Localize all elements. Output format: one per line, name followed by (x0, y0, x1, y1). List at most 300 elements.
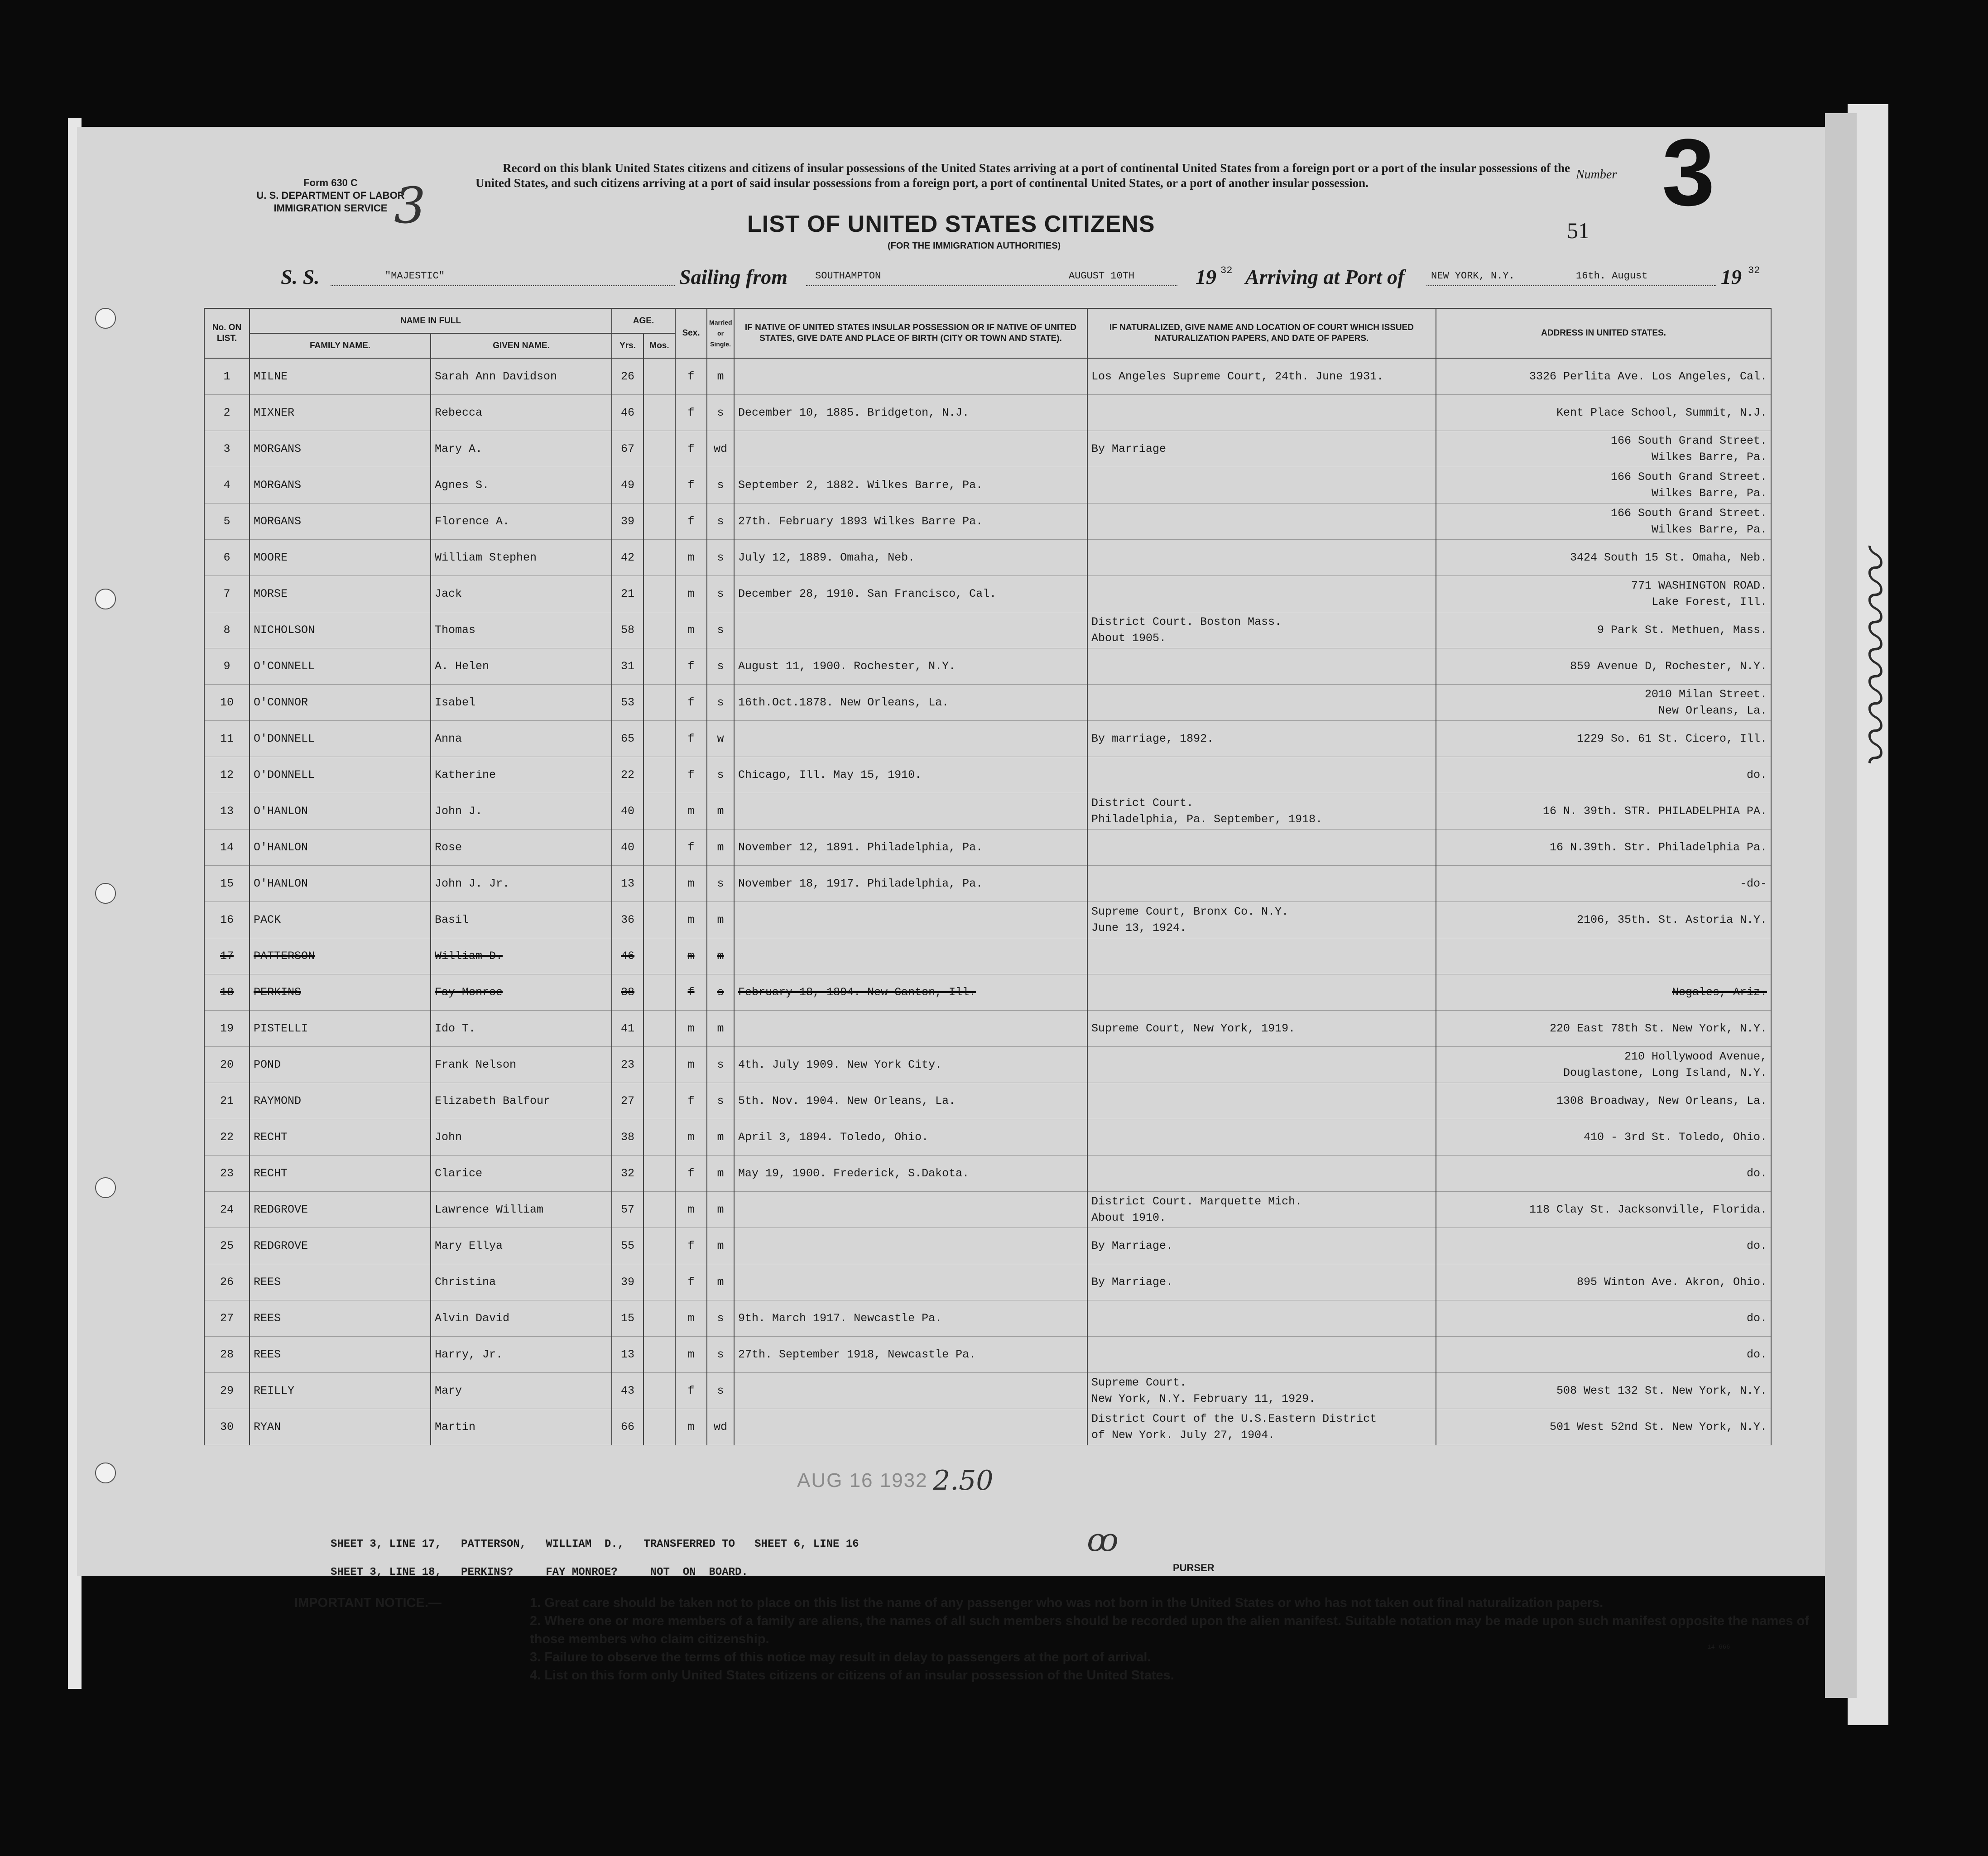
voyage-line (281, 265, 1843, 292)
family-name: REDGROVE (250, 1192, 431, 1228)
address: do. (1436, 757, 1771, 793)
family-name: REILLY (250, 1373, 431, 1409)
footer-notes (331, 1530, 859, 1587)
marital-status: s (707, 1083, 734, 1119)
header-yrs: Yrs. (612, 333, 643, 358)
handwritten-mark: 3 (394, 177, 426, 235)
row-number: 5 (204, 504, 250, 540)
table-row (204, 902, 1771, 938)
age-months (643, 1192, 675, 1228)
row-number: 19 (204, 1011, 250, 1047)
family-name: MORGANS (250, 431, 431, 467)
arriving-rule (1426, 285, 1716, 286)
age-months (643, 1083, 675, 1119)
sex: m (675, 938, 707, 974)
age-years: 39 (612, 504, 643, 540)
naturalization-info (1087, 576, 1436, 612)
sex: m (675, 1119, 707, 1156)
sex: f (675, 1264, 707, 1300)
address: 220 East 78th St. New York, N.Y. (1436, 1011, 1771, 1047)
marital-status: m (707, 938, 734, 974)
table-row (204, 576, 1771, 612)
naturalization-info (1087, 504, 1436, 540)
row-number: 26 (204, 1264, 250, 1300)
header-sex: Sex. (675, 308, 707, 358)
sex: m (675, 576, 707, 612)
given-name: Jack (431, 576, 612, 612)
naturalization-info (1087, 974, 1436, 1011)
row-number: 23 (204, 1156, 250, 1192)
address: 3326 Perlita Ave. Los Angeles, Cal. (1436, 358, 1771, 395)
family-name: RECHT (250, 1156, 431, 1192)
sex: f (675, 1156, 707, 1192)
arriving-label: Arriving at Port of (1245, 265, 1405, 288)
family-name: NICHOLSON (250, 612, 431, 648)
naturalization-info (1087, 757, 1436, 793)
marital-status: m (707, 1264, 734, 1300)
table-row (204, 1011, 1771, 1047)
marital-status: s (707, 395, 734, 431)
given-name: John J. Jr. (431, 866, 612, 902)
address: do. (1436, 1228, 1771, 1264)
age-years: 58 (612, 612, 643, 648)
given-name: William D. (431, 938, 612, 974)
given-name: Rebecca (431, 395, 612, 431)
notice-item: 2. Where one or more members of a family are aliens, the names of all such members should be recorded upon the alien manifest. Suitable notation may be made upon such manifest opposite the names of those members who claim citizenship. (530, 1614, 1809, 1646)
marital-status: s (707, 612, 734, 648)
address (1436, 938, 1771, 974)
header-family: FAMILY NAME. (250, 333, 431, 358)
table-row (204, 431, 1771, 467)
family-name: RECHT (250, 1119, 431, 1156)
address: 3424 South 15 St. Omaha, Neb. (1436, 540, 1771, 576)
marital-status: s (707, 866, 734, 902)
birth-info (734, 612, 1087, 648)
row-number: 6 (204, 540, 250, 576)
age-months (643, 1047, 675, 1083)
address: 1308 Broadway, New Orleans, La. (1436, 1083, 1771, 1119)
ship-rule (331, 285, 675, 286)
age-years: 38 (612, 974, 643, 1011)
marital-status: s (707, 504, 734, 540)
header-row-top (204, 308, 1771, 333)
sex: f (675, 648, 707, 685)
age-months (643, 938, 675, 974)
family-name: MORGANS (250, 467, 431, 504)
punch-hole (95, 883, 116, 904)
address: 166 South Grand Street. Wilkes Barre, Pa. (1436, 431, 1771, 467)
table-row (204, 540, 1771, 576)
family-name: RYAN (250, 1409, 431, 1445)
birth-info (734, 1264, 1087, 1300)
table-row (204, 504, 1771, 540)
row-number: 3 (204, 431, 250, 467)
row-number: 14 (204, 830, 250, 866)
age-years: 42 (612, 540, 643, 576)
age-months (643, 431, 675, 467)
age-months (643, 504, 675, 540)
age-months (643, 793, 675, 830)
row-number: 30 (204, 1409, 250, 1445)
address: 895 Winton Ave. Akron, Ohio. (1436, 1264, 1771, 1300)
footer-note-2: SHEET 3, LINE 18, PERKINS? FAY MONROE? NOT ON BOARD. (331, 1566, 748, 1578)
naturalization-info: Supreme Court. New York, N.Y. February 11, 1929. (1087, 1373, 1436, 1409)
given-name: Mary A. (431, 431, 612, 467)
naturalization-info (1087, 938, 1436, 974)
sex: f (675, 1373, 707, 1409)
row-number: 4 (204, 467, 250, 504)
table-row (204, 648, 1771, 685)
birth-info (734, 721, 1087, 757)
given-name: Frank Nelson (431, 1047, 612, 1083)
birth-info: November 12, 1891. Philadelphia, Pa. (734, 830, 1087, 866)
age-months (643, 1409, 675, 1445)
age-years: 23 (612, 1047, 643, 1083)
marital-status: m (707, 902, 734, 938)
age-months (643, 576, 675, 612)
row-number: 27 (204, 1300, 250, 1337)
age-months (643, 1011, 675, 1047)
age-months (643, 757, 675, 793)
address: 508 West 132 St. New York, N.Y. (1436, 1373, 1771, 1409)
sex: m (675, 1337, 707, 1373)
birth-info: 16th.Oct.1878. New Orleans, La. (734, 685, 1087, 721)
age-years: 26 (612, 358, 643, 395)
marital-status: m (707, 830, 734, 866)
naturalization-info: District Court. Boston Mass. About 1905. (1087, 612, 1436, 648)
age-months (643, 1264, 675, 1300)
ss-label: S. S. (281, 265, 320, 288)
page-edge-middle (1825, 113, 1857, 1698)
age-years: 22 (612, 757, 643, 793)
marital-status: s (707, 685, 734, 721)
birth-info (734, 1409, 1087, 1445)
naturalization-info (1087, 1300, 1436, 1337)
marital-status: m (707, 1119, 734, 1156)
given-name: Christina (431, 1264, 612, 1300)
naturalization-info (1087, 467, 1436, 504)
given-name: John (431, 1119, 612, 1156)
row-number: 2 (204, 395, 250, 431)
address: 501 West 52nd St. New York, N.Y. (1436, 1409, 1771, 1445)
age-years: 67 (612, 431, 643, 467)
family-name: MOORE (250, 540, 431, 576)
age-years: 57 (612, 1192, 643, 1228)
age-years: 41 (612, 1011, 643, 1047)
notice-item: 4. List on this form only United States citizens or citizens of an insular possession of the United States. (530, 1668, 1174, 1683)
address: 118 Clay St. Jacksonville, Florida. (1436, 1192, 1771, 1228)
age-years: 49 (612, 467, 643, 504)
birth-info (734, 938, 1087, 974)
purser-signature: ꝏ (1087, 1521, 1119, 1559)
marital-status: s (707, 974, 734, 1011)
punch-hole (95, 1463, 116, 1483)
birth-info (734, 1011, 1087, 1047)
table-row (204, 612, 1771, 648)
manifest-page (77, 119, 1825, 1683)
header-naturalized: IF NATURALIZED, GIVE NAME AND LOCATION OF COURT WHICH ISSUED NATURALIZATION PAPERS, AND DATE OF PAPERS. (1087, 308, 1436, 358)
sex: f (675, 431, 707, 467)
marital-status: wd (707, 431, 734, 467)
sex: f (675, 830, 707, 866)
address: 16 N. 39th. STR. PHILADELPHIA PA. (1436, 793, 1771, 830)
age-years: 15 (612, 1300, 643, 1337)
given-name: Elizabeth Balfour (431, 1083, 612, 1119)
given-name: Mary (431, 1373, 612, 1409)
given-name: Anna (431, 721, 612, 757)
birth-info: 9th. March 1917. Newcastle Pa. (734, 1300, 1087, 1337)
table-row (204, 830, 1771, 866)
address: 410 - 3rd St. Toledo, Ohio. (1436, 1119, 1771, 1156)
naturalization-info (1087, 395, 1436, 431)
age-years: 40 (612, 830, 643, 866)
page-subtitle: (FOR THE IMMIGRATION AUTHORITIES) (888, 241, 1061, 251)
table-row (204, 721, 1771, 757)
marital-status: s (707, 1373, 734, 1409)
age-years: 36 (612, 902, 643, 938)
age-years: 46 (612, 395, 643, 431)
family-name: REES (250, 1337, 431, 1373)
age-months (643, 358, 675, 395)
table-row (204, 358, 1771, 395)
age-months (643, 395, 675, 431)
sex: f (675, 721, 707, 757)
table-row (204, 1119, 1771, 1156)
row-number: 12 (204, 757, 250, 793)
table-row (204, 1228, 1771, 1264)
birth-info: April 3, 1894. Toledo, Ohio. (734, 1119, 1087, 1156)
age-months (643, 866, 675, 902)
marital-status: s (707, 540, 734, 576)
family-name: MIXNER (250, 395, 431, 431)
age-years: 13 (612, 866, 643, 902)
service-name: IMMIGRATION SERVICE (274, 202, 388, 214)
address: Nogales, Ariz. (1436, 974, 1771, 1011)
address: 16 N.39th. Str. Philadelphia Pa. (1436, 830, 1771, 866)
age-years: 43 (612, 1373, 643, 1409)
marital-status: s (707, 1300, 734, 1337)
sex: m (675, 540, 707, 576)
row-number: 22 (204, 1119, 250, 1156)
marital-status: s (707, 1047, 734, 1083)
notice-list (530, 1594, 1843, 1684)
given-name: Florence A. (431, 504, 612, 540)
given-name: Lawrence William (431, 1192, 612, 1228)
sex: m (675, 793, 707, 830)
header-name: NAME IN FULL (250, 308, 612, 333)
naturalization-info (1087, 1119, 1436, 1156)
sailing-label: Sailing from (679, 265, 788, 288)
header-address: ADDRESS IN UNITED STATES. (1436, 308, 1771, 358)
notice-item: 3. Failure to observe the terms of this notice may result in delay to passengers at the port of arrival. (530, 1650, 1151, 1664)
given-name: Basil (431, 902, 612, 938)
footer-note-1: SHEET 3, LINE 17, PATTERSON, WILLIAM D., TRANSFERRED TO SHEET 6, LINE 16 (331, 1538, 859, 1550)
marital-status: s (707, 1337, 734, 1373)
given-name: Clarice (431, 1156, 612, 1192)
given-name: Katherine (431, 757, 612, 793)
naturalization-info: District Court. Marquette Mich. About 1910. (1087, 1192, 1436, 1228)
table-row (204, 1373, 1771, 1409)
address: -do- (1436, 866, 1771, 902)
marital-status: m (707, 358, 734, 395)
table-row (204, 866, 1771, 902)
family-name: O'HANLON (250, 830, 431, 866)
birth-info (734, 793, 1087, 830)
header-married: Married or Single. (707, 308, 734, 358)
department-name: U. S. DEPARTMENT OF LABOR (256, 190, 405, 201)
birth-info: Chicago, Ill. May 15, 1910. (734, 757, 1087, 793)
birth-info: December 10, 1885. Bridgeton, N.J. (734, 395, 1087, 431)
sex: f (675, 757, 707, 793)
family-name: MILNE (250, 358, 431, 395)
age-months (643, 1228, 675, 1264)
age-years: 66 (612, 1409, 643, 1445)
sex: m (675, 612, 707, 648)
marital-status: s (707, 467, 734, 504)
age-years: 21 (612, 576, 643, 612)
number-label: Number (1576, 168, 1617, 182)
marital-status: m (707, 793, 734, 830)
sailing-year-prefix: 19 (1196, 265, 1216, 288)
age-months (643, 1373, 675, 1409)
table-row (204, 757, 1771, 793)
manifest-body (204, 358, 1771, 1445)
birth-info: 4th. July 1909. New York City. (734, 1047, 1087, 1083)
birth-info: September 2, 1882. Wilkes Barre, Pa. (734, 467, 1087, 504)
address: 166 South Grand Street. Wilkes Barre, Pa. (1436, 504, 1771, 540)
table-row (204, 1300, 1771, 1337)
citizen-manifest-table (204, 308, 1772, 1445)
age-months (643, 1156, 675, 1192)
sex: m (675, 866, 707, 902)
given-name: Martin (431, 1409, 612, 1445)
row-number: 11 (204, 721, 250, 757)
table-row (204, 395, 1771, 431)
family-name: REDGROVE (250, 1228, 431, 1264)
given-name: Mary Ellya (431, 1228, 612, 1264)
marital-status: s (707, 757, 734, 793)
age-months (643, 974, 675, 1011)
naturalization-info: By Marriage. (1087, 1228, 1436, 1264)
row-number: 13 (204, 793, 250, 830)
family-name: POND (250, 1047, 431, 1083)
page-title: LIST OF UNITED STATES CITIZENS (747, 211, 1155, 237)
birth-info: May 19, 1900. Frederick, S.Dakota. (734, 1156, 1087, 1192)
birth-info (734, 1373, 1087, 1409)
table-row (204, 974, 1771, 1011)
naturalization-info (1087, 1156, 1436, 1192)
sheet-number: 3 (1662, 119, 1715, 225)
given-name: Fay Monroe (431, 974, 612, 1011)
given-name: Harry, Jr. (431, 1337, 612, 1373)
given-name: John J. (431, 793, 612, 830)
family-name: O'DONNELL (250, 721, 431, 757)
birth-info (734, 1192, 1087, 1228)
sex: m (675, 1192, 707, 1228)
naturalization-info (1087, 866, 1436, 902)
row-number: 28 (204, 1337, 250, 1373)
punch-hole (95, 1177, 116, 1198)
row-number: 21 (204, 1083, 250, 1119)
age-months (643, 648, 675, 685)
age-months (643, 830, 675, 866)
table-row (204, 1047, 1771, 1083)
naturalization-info: By Marriage. (1087, 1264, 1436, 1300)
birth-info: November 18, 1917. Philadelphia, Pa. (734, 866, 1087, 902)
row-number: 20 (204, 1047, 250, 1083)
margin-handwriting: 〰︎〰︎〰︎〰︎ (1846, 552, 1909, 770)
age-months (643, 540, 675, 576)
marital-status: wd (707, 1409, 734, 1445)
sex: f (675, 504, 707, 540)
given-name: Thomas (431, 612, 612, 648)
family-name: O'CONNELL (250, 648, 431, 685)
marital-status: m (707, 1228, 734, 1264)
sex: f (675, 974, 707, 1011)
birth-info: December 28, 1910. San Francisco, Cal. (734, 576, 1087, 612)
family-name: O'HANLON (250, 793, 431, 830)
age-years: 39 (612, 1264, 643, 1300)
family-name: O'DONNELL (250, 757, 431, 793)
sailing-port: SOUTHAMPTON (815, 270, 881, 282)
marital-status: m (707, 1192, 734, 1228)
table-row (204, 1192, 1771, 1228)
age-years: 55 (612, 1228, 643, 1264)
table-row (204, 685, 1771, 721)
ship-name: "MAJESTIC" (385, 270, 445, 282)
naturalization-info: By marriage, 1892. (1087, 721, 1436, 757)
address: 210 Hollywood Avenue, Douglastone, Long Island, N.Y. (1436, 1047, 1771, 1083)
row-number: 18 (204, 974, 250, 1011)
row-number: 25 (204, 1228, 250, 1264)
birth-info: 27th. February 1893 Wilkes Barre Pa. (734, 504, 1087, 540)
form-code: 14—666 (1707, 1644, 1730, 1651)
row-number: 8 (204, 612, 250, 648)
age-months (643, 685, 675, 721)
naturalization-info (1087, 830, 1436, 866)
naturalization-info: Los Angeles Supreme Court, 24th. June 1931. (1087, 358, 1436, 395)
table-row (204, 938, 1771, 974)
row-number: 1 (204, 358, 250, 395)
address: 1229 So. 61 St. Cicero, Ill. (1436, 721, 1771, 757)
table-row (204, 1264, 1771, 1300)
table-row (204, 467, 1771, 504)
naturalization-info (1087, 1337, 1436, 1373)
address: do. (1436, 1156, 1771, 1192)
address: 9 Park St. Methuen, Mass. (1436, 612, 1771, 648)
row-number: 24 (204, 1192, 250, 1228)
row-number: 7 (204, 576, 250, 612)
age-years: 32 (612, 1156, 643, 1192)
sailing-date: AUGUST 10TH (1069, 270, 1135, 282)
marital-status: m (707, 1156, 734, 1192)
age-months (643, 467, 675, 504)
punch-hole (95, 589, 116, 609)
marital-status: s (707, 648, 734, 685)
family-name: MORGANS (250, 504, 431, 540)
arriving-date: 16th. August (1576, 270, 1648, 282)
row-number: 29 (204, 1373, 250, 1409)
age-years: 40 (612, 793, 643, 830)
arriving-port: NEW YORK, N.Y. (1431, 270, 1515, 282)
table-row (204, 1337, 1771, 1373)
address: 166 South Grand Street. Wilkes Barre, Pa. (1436, 467, 1771, 504)
family-name: REES (250, 1264, 431, 1300)
family-name: PATTERSON (250, 938, 431, 974)
header-given: GIVEN NAME. (431, 333, 612, 358)
address: 859 Avenue D, Rochester, N.Y. (1436, 648, 1771, 685)
family-name: RAYMOND (250, 1083, 431, 1119)
